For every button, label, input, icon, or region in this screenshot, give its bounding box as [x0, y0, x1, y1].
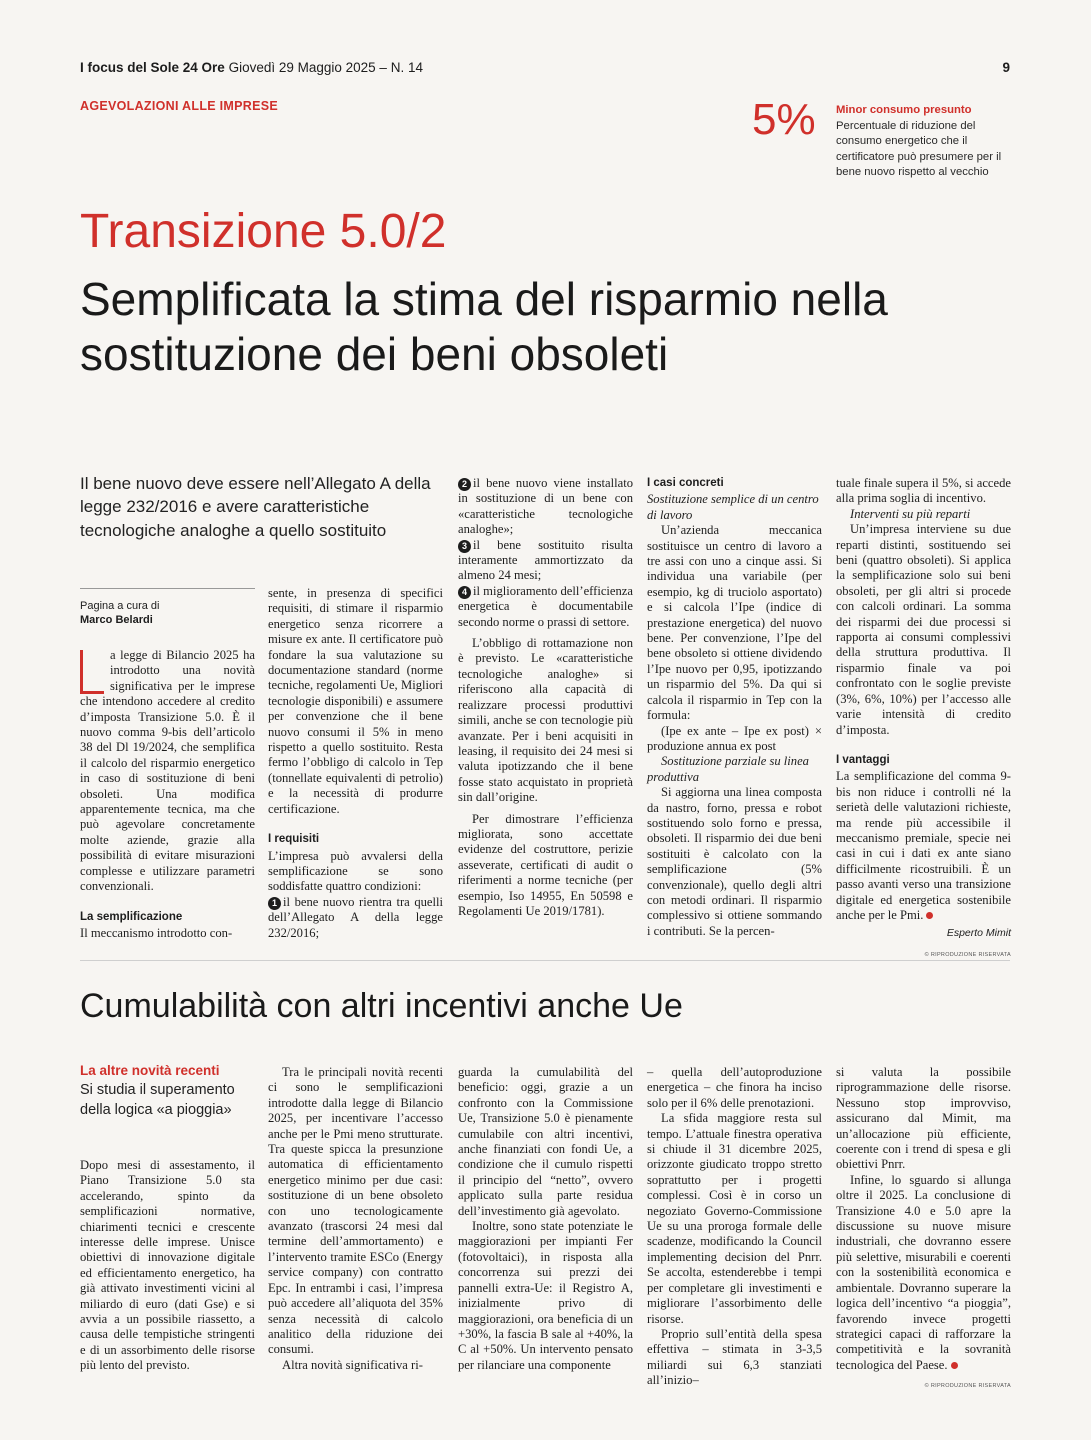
article-summary: Il bene nuovo deve essere nell’Allegato A della legge 232/2016 e avere caratteristiche tecnologiche analoghe a quello sostituito	[80, 474, 431, 540]
article1-column-2	[268, 586, 443, 941]
lead-paragraph: a legge di Bilancio 2025 ha introdotto una novità significativa per le imprese che intendono accedere al credito d’imposta Transizione 5.0. È il nuovo comma 9-bis dell’articolo 38 del Dl 19/2024, che semplifica il calcolo del risparmio energetico in caso di sostituzione di beni obsoleti. Una modifica apparentemente tecnica, ma che può agevolare concretamente molte aziende, grazie alla possibilità di evitare misurazioni complesse e utilizzare parametri convenzionali.	[80, 648, 255, 894]
paragraph: guarda la cumulabilità del beneficio: oggi, grazie a un confronto con la Commissione Ue, Transizione 5.0 è pienamente cumulabile con altri incentivi, anche finanziati con fondi Ue, a condizione che il cumulo rispetti il principio del “netto”, ovvero applicato sulla parte residua dell’investimento già agevolato.	[458, 1065, 633, 1218]
article-title: Semplificata la stima del risparmio nella sostituzione dei beni obsoleti	[80, 273, 888, 380]
article1-column-5	[836, 476, 1011, 963]
section-divider	[80, 960, 1010, 961]
paragraph: Per dimostrare l’efficienza migliorata, sono accettate evidenze del costruttore, perizie asseverate, certificati di audit o riferimenti a norme tecniche (per esempio, Iso 14955, En 50598 e Regolamenti Ue 2019/1781).	[458, 811, 633, 918]
article2-column-2	[268, 1065, 443, 1373]
paragraph: tuale finale supera il 5%, si accede alla prima soglia di incentivo.	[836, 476, 1011, 506]
requirement-1: 1 il bene nuovo rientra tra quelli dell’Allegato A della legge 232/2016;	[268, 894, 443, 940]
end-dot-icon	[951, 1362, 958, 1369]
stat-value: 5%	[752, 95, 816, 144]
article1-column-1	[80, 648, 255, 941]
paragraph: Un’azienda meccanica sostituisce un centro di lavoro a tre assi con uno a cinque assi. Si individua una variabile (per esempio, kg di truciolo asportato) e si calcola l’Ipe (indice di prestazione energetica) del nuovo bene. Per convenzione, l’Ipe del bene obsoleto si ottiene dividendo l’Ipe nuovo per 0,95, ipotizzando un risparmio del 5%. Da qui si calcola il risparmio in Tep con la formula:	[647, 523, 822, 723]
article2-column-1	[80, 1158, 255, 1374]
article-kicker: Transizione 5.0/2	[80, 205, 447, 258]
page-number: 9	[1002, 60, 1010, 75]
copyright: © RIPRODUZIONE RISERVATA	[924, 1383, 1011, 1390]
requirement-2: 2 il bene nuovo viene installato in sostituzione di un bene con «caratteristiche tecnologiche analoghe»;	[458, 476, 633, 537]
closing-paragraph: Infine, lo sguardo si allunga oltre il 2025. La conclusione di Transizione 4.0 e 5.0 apre la discussione su nuove misure industriali, che dovranno essere più selettive, misurabili e coerenti con la sostenibilità economica e ambientale. Dovranno superare la logica dell’incentivo “a pioggia”, favorendo invece progetti strategici capaci di rafforzare la competitività e la sovranità tecnologica del Paese.	[836, 1172, 1011, 1372]
case-subhead: Interventi su più reparti	[850, 506, 971, 521]
copyright: © RIPRODUZIONE RISERVATA	[924, 951, 1011, 958]
paragraph: sente, in presenza di specifici requisiti, di stimare il risparmio energetico senza ricorrere a misure ex ante. Il certificatore può fondare la sua valutazione su documentazione standard (norme tecniche, regolamenti Ue, Migliori tecnologie disponibili) e assumere per convenzione che il bene nuovo consumi il 5% in meno rispetto a quello sostituito. Resta fermo l’obbligo di calcolo in Tep (tonnellate equivalenti di petrolio) e la necessità di produrre certificazione.	[268, 586, 443, 816]
subhead-vantaggi: I vantaggi	[836, 753, 890, 766]
article2-column-3	[458, 1065, 633, 1373]
stat-box	[752, 95, 1012, 188]
publication-name: I focus del Sole 24 Ore	[80, 60, 225, 75]
stat-text-block	[836, 103, 1016, 181]
requirement-3: 3 il bene sostituito risulta interamente ammortizzato da almeno 24 mesi;	[458, 537, 633, 583]
paragraph: La sfida maggiore resta sul tempo. L’attuale finestra operativa si chiude il 31 dicembre 2025, orizzonte giudicato troppo stretto soprattutto per i progetti complessi. Così è in corso un negoziato Governo-Commissione Ue su una proroga formale delle scadenze, modificando la Council implementing decision del Pnrr. Se accolta, estenderebbe i tempi per completare gli investimenti e migliorare l’assorbimento delle risorse.	[647, 1111, 822, 1326]
subhead-casi-concreti: I casi concreti	[647, 477, 724, 489]
paragraph: Altra novità significativa ri-	[282, 1357, 423, 1372]
number-1-icon: 1	[268, 897, 281, 910]
subhead-requisiti: I requisiti	[268, 833, 320, 846]
author-signature: Esperto Mimit	[946, 927, 1011, 940]
paragraph: L’impresa può avvalersi della semplificazione se sono soddisfatte quattro condizioni:	[268, 848, 443, 894]
article2-sidebox	[80, 1062, 255, 1120]
sidebox-title: La altre novità recenti	[80, 1063, 220, 1078]
case-subhead: Sostituzione semplice di un centro di lavoro	[647, 492, 819, 522]
paragraph: Tra le principali novità recenti ci sono le semplificazioni introdotte dalla legge di Bilancio 2025, per incentivare l’accesso anche per le Pmi meno strutturate. Tra queste spicca la presunzione automatica di efficientamento energetico minimo per due casi: sostituzione di un bene obsoleto con uno tecnologicamente avanzato (trascorsi 24 mesi dal termine dell’ammortamento) e l’intervento tramite ESCo (Energy service company) con contratto Epc. In entrambi i casi, l’impresa può accedere all’aliquota del 35% senza necessità di calcolo analitico della riduzione dei consumi.	[268, 1065, 443, 1357]
paragraph: Un’impresa interviene su due reparti distinti, sostituendo sei beni (quattro obsoleti). Si applica la semplificazione solo sui beni obsoleti, per gli altri si procede con calcoli ordinari. La somma dei risparmi dei due processi si rapporta ai consumi complessivi della struttura produttiva. Il risparmio finale va poi confrontato con le soglie previste (3%, 6%, 10%) per l’accesso alle varie intensità di credito d’imposta.	[836, 522, 1011, 737]
paragraph: Si aggiorna una linea composta da nastro, forno, pressa e robot sostituendo solo forno e pressa, obsoleti. Il risparmio dei due beni sostituiti è calcolato con la semplificazione (5% convenzionale), quello degli altri con metodi ordinari. Il risparmio complessivo si ottiene sommando i contributi. Se la percen-	[647, 785, 822, 938]
byline-author: Marco Belardi	[80, 614, 153, 626]
paragraph: si valuta la possibile riprogrammazione delle risorse. Nessuno stop improvviso, assicurano dal Mimit, ma un’allocazione più efficiente, coerente con i trend di spesa e gli obiettivi Pnrr.	[836, 1065, 1011, 1172]
paragraph: L’obbligo di rottamazione non è previsto. Le «caratteristiche tecnologiche analoghe» si riferiscono alla capacità di realizzare processi produttivi simili, anche se con tecnologie più avanzate. Per i beni acquisiti in leasing, il requisito dei 24 mesi si valuta ipotizzando che il bene fosse stato acquistato in proprietà sin dall’origine.	[458, 636, 633, 805]
drop-cap-l	[80, 650, 104, 694]
byline-label: Pagina a cura di	[80, 600, 160, 612]
paragraph: Proprio sull’entità della spesa effettiva – stimata in 3-3,5 miliardi sui 6,3 stanziati all’inizio–	[647, 1326, 822, 1388]
section-label: AGEVOLAZIONI ALLE IMPRESE	[80, 99, 279, 113]
byline	[80, 588, 255, 627]
page-header	[80, 60, 1010, 80]
article1-column-3	[458, 476, 633, 919]
case-subhead: Sostituzione parziale su linea produttiva	[647, 754, 809, 784]
publication-line	[80, 60, 423, 75]
article2-column-5	[836, 1065, 1011, 1395]
subhead-semplificazione: La semplificazione	[80, 910, 183, 923]
paragraph: Il meccanismo introdotto con-	[80, 925, 233, 940]
formula: (Ipe ex ante – Ipe ex post) × produzione annua ex post	[647, 723, 822, 753]
number-4-icon: 4	[458, 586, 471, 599]
stat-description: Percentuale di riduzione del consumo energetico che il certificatore può presumere per il bene nuovo rispetto al vecchio	[836, 119, 1002, 179]
article1-column-4	[647, 476, 822, 939]
number-3-icon: 3	[458, 540, 471, 553]
issue-date: Giovedì 29 Maggio 2025 – N. 14	[228, 60, 423, 75]
article2-title: Cumulabilità con altri incentivi anche Ue	[80, 987, 683, 1025]
sidebox-subtitle: Si studia il superamento della logica «a pioggia»	[80, 1082, 235, 1118]
number-2-icon: 2	[458, 478, 471, 491]
paragraph: Dopo mesi di assestamento, il Piano Transizione 5.0 sta accelerando, spinto da semplificazioni normative, chiarimenti tecnici e crescente interesse delle imprese. Unisce obiettivi di innovazione digitale ed efficientamento energetico, ha già attivato investimenti vicini al miliardo di euro (dati Gse) e si avvia a un possibile riassetto, a causa delle tempistiche stringenti e di un assorbimento delle risorse più lento del previsto.	[80, 1158, 255, 1373]
requirement-4: 4 il miglioramento dell’efficienza energetica è documentabile secondo norme o prassi di settore.	[458, 583, 633, 629]
paragraph: – quella dell’autoproduzione energetica – che finora ha inciso solo per il 6% delle prenotazioni.	[647, 1065, 822, 1110]
paragraph: Inoltre, sono state potenziate le maggiorazioni per impianti Fer (fotovoltaici), in risposta alla concorrenza sui prezzi dei pannelli extra-Ue: il Registro A, inizialmente privo di maggiorazioni, ora beneficia di un +30%, la fascia B sale al +40%, la C al +50%. Un intervento pensato per rilanciare una componente	[458, 1219, 633, 1372]
stat-title: Minor consumo presunto	[836, 104, 972, 116]
closing-paragraph: La semplificazione del comma 9-bis non riduce i controlli né la serietà delle valutazioni richieste, ma rende più accessibile il meccanismo premiale, specie nei casi in cui i dati ex ante siano difficilmente ricostruibili. È un passo avanti verso una transizione digitale ed energetica sostenibile anche per le Pmi.	[836, 769, 1011, 922]
end-dot-icon	[926, 912, 933, 919]
article2-column-4	[647, 1065, 822, 1389]
